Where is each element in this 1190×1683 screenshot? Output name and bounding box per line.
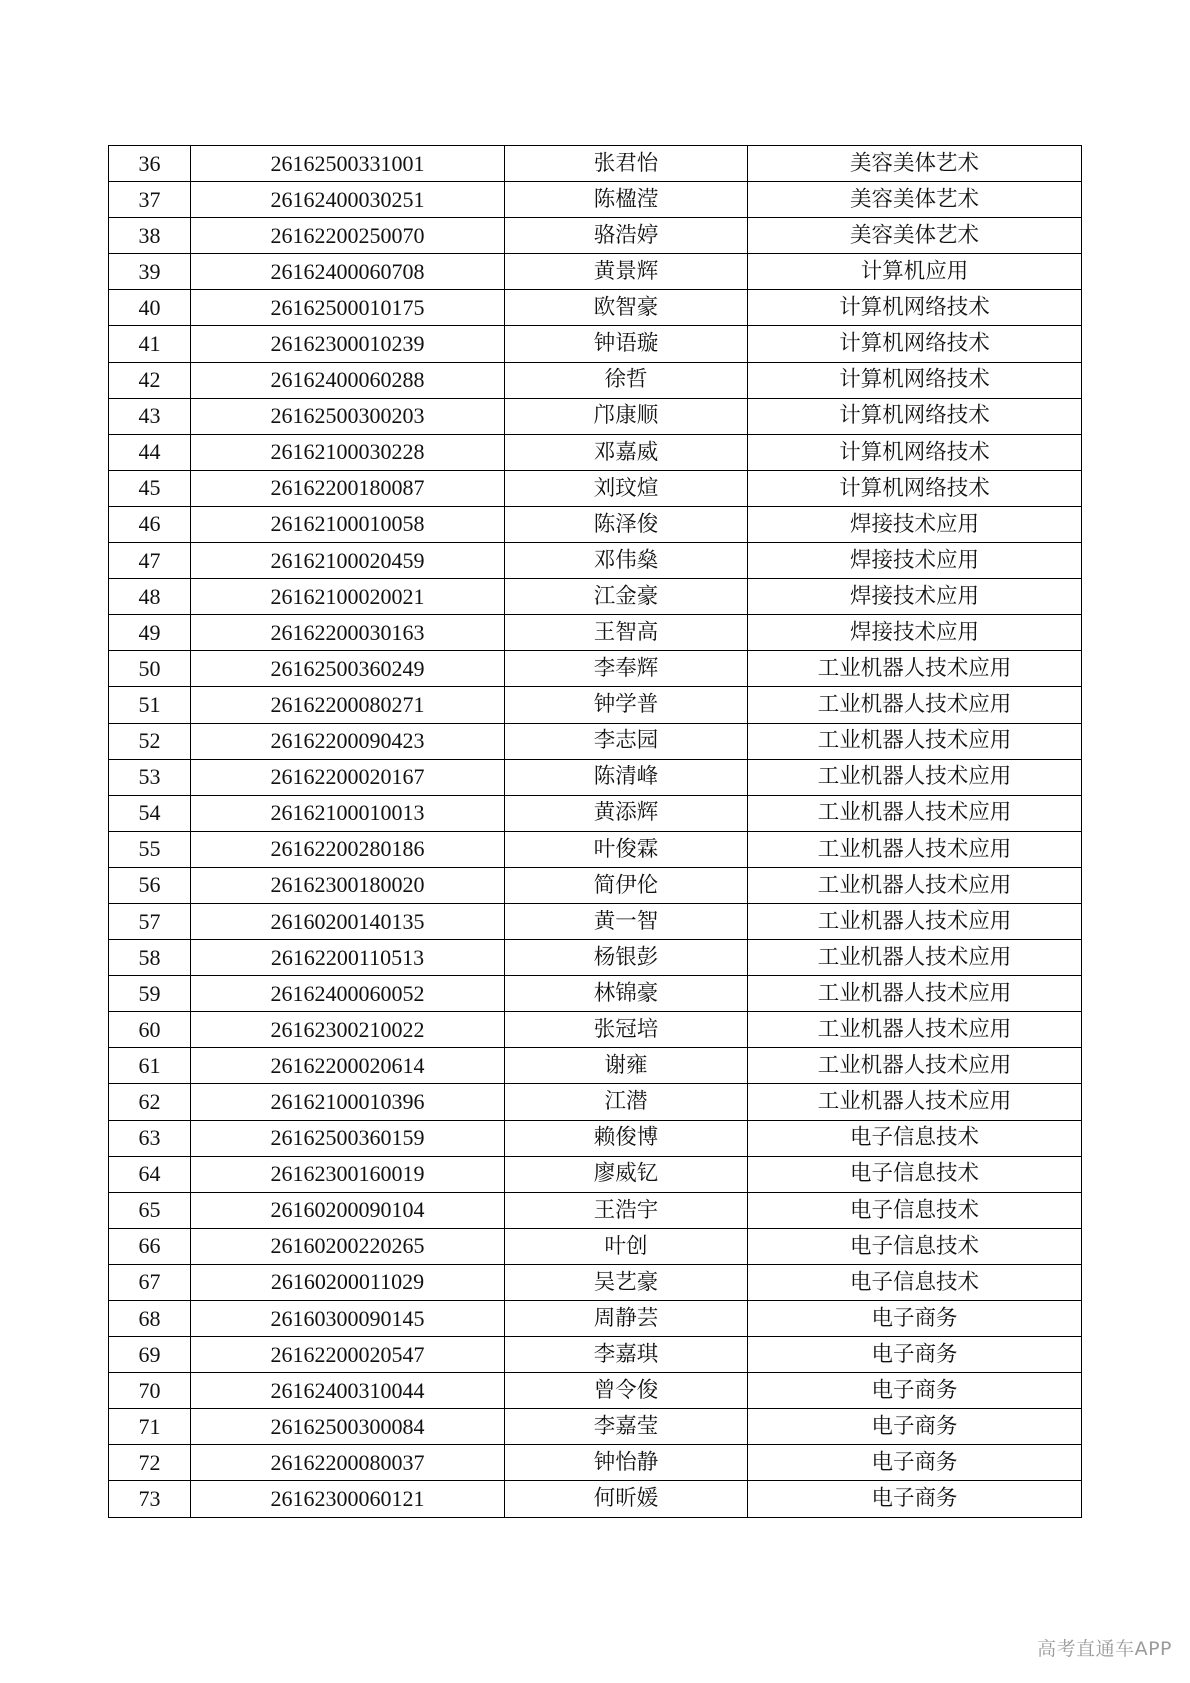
major-cell: 工业机器人技术应用	[748, 1048, 1082, 1084]
row-number-cell: 64	[109, 1156, 191, 1192]
table-row	[109, 326, 1082, 362]
row-number-cell: 47	[109, 543, 191, 579]
table-row	[109, 398, 1082, 434]
candidate-id-cell: 26162300010239	[191, 326, 505, 362]
student-name-cell: 黄景辉	[505, 254, 748, 290]
candidate-id-cell: 26162200110513	[191, 940, 505, 976]
candidate-id-cell: 26162200090423	[191, 723, 505, 759]
row-number-cell: 66	[109, 1228, 191, 1264]
candidate-id-cell: 26162500300084	[191, 1409, 505, 1445]
table-row	[109, 867, 1082, 903]
row-number-cell: 58	[109, 940, 191, 976]
student-name-cell: 钟学普	[505, 687, 748, 723]
student-name-cell: 简伊伦	[505, 867, 748, 903]
candidate-id-cell: 26162500360159	[191, 1120, 505, 1156]
candidate-id-cell: 26162500300203	[191, 398, 505, 434]
table-body	[109, 146, 1082, 1518]
major-cell: 焊接技术应用	[748, 615, 1082, 651]
table-row	[109, 940, 1082, 976]
row-number-cell: 71	[109, 1409, 191, 1445]
table-row	[109, 1337, 1082, 1373]
candidate-id-cell: 26162400030251	[191, 182, 505, 218]
candidate-id-cell: 26162200030163	[191, 615, 505, 651]
row-number-cell: 54	[109, 795, 191, 831]
major-cell: 计算机网络技术	[748, 290, 1082, 326]
candidate-id-cell: 26162200020614	[191, 1048, 505, 1084]
student-name-cell: 张君怡	[505, 146, 748, 182]
major-cell: 工业机器人技术应用	[748, 1012, 1082, 1048]
table-row	[109, 831, 1082, 867]
student-name-cell: 江潜	[505, 1084, 748, 1120]
candidate-id-cell: 26162500331001	[191, 146, 505, 182]
candidate-id-cell: 26162200250070	[191, 218, 505, 254]
row-number-cell: 42	[109, 362, 191, 398]
candidate-id-cell: 26162400310044	[191, 1373, 505, 1409]
student-name-cell: 张冠培	[505, 1012, 748, 1048]
major-cell: 电子信息技术	[748, 1156, 1082, 1192]
candidate-id-cell: 26162500360249	[191, 651, 505, 687]
student-name-cell: 谢雍	[505, 1048, 748, 1084]
major-cell: 工业机器人技术应用	[748, 651, 1082, 687]
row-number-cell: 40	[109, 290, 191, 326]
candidate-id-cell: 26162100010396	[191, 1084, 505, 1120]
row-number-cell: 62	[109, 1084, 191, 1120]
table-row	[109, 470, 1082, 506]
row-number-cell: 61	[109, 1048, 191, 1084]
major-cell: 焊接技术应用	[748, 506, 1082, 542]
major-cell: 电子信息技术	[748, 1120, 1082, 1156]
table-row	[109, 1481, 1082, 1517]
table-row	[109, 1445, 1082, 1481]
table-row	[109, 182, 1082, 218]
row-number-cell: 67	[109, 1264, 191, 1300]
major-cell: 电子商务	[748, 1409, 1082, 1445]
row-number-cell: 39	[109, 254, 191, 290]
table-row	[109, 651, 1082, 687]
student-name-cell: 邝康顺	[505, 398, 748, 434]
table-row	[109, 687, 1082, 723]
row-number-cell: 52	[109, 723, 191, 759]
candidate-id-cell: 26162100010013	[191, 795, 505, 831]
major-cell: 工业机器人技术应用	[748, 831, 1082, 867]
candidate-id-cell: 26162200080271	[191, 687, 505, 723]
student-name-cell: 徐哲	[505, 362, 748, 398]
major-cell: 工业机器人技术应用	[748, 903, 1082, 939]
candidate-id-cell: 26162200020547	[191, 1337, 505, 1373]
major-cell: 工业机器人技术应用	[748, 1084, 1082, 1120]
table-row	[109, 759, 1082, 795]
row-number-cell: 68	[109, 1301, 191, 1337]
table-row	[109, 1192, 1082, 1228]
student-name-cell: 钟怡静	[505, 1445, 748, 1481]
major-cell: 电子商务	[748, 1337, 1082, 1373]
student-name-cell: 叶创	[505, 1228, 748, 1264]
row-number-cell: 55	[109, 831, 191, 867]
candidate-id-cell: 26160200011029	[191, 1264, 505, 1300]
student-name-cell: 骆浩婷	[505, 218, 748, 254]
major-cell: 焊接技术应用	[748, 579, 1082, 615]
row-number-cell: 36	[109, 146, 191, 182]
candidate-id-cell: 26162200020167	[191, 759, 505, 795]
student-name-cell: 李志园	[505, 723, 748, 759]
row-number-cell: 45	[109, 470, 191, 506]
row-number-cell: 69	[109, 1337, 191, 1373]
student-name-cell: 邓嘉威	[505, 434, 748, 470]
student-name-cell: 王智高	[505, 615, 748, 651]
table-row	[109, 1084, 1082, 1120]
student-name-cell: 吴艺豪	[505, 1264, 748, 1300]
student-name-cell: 叶俊霖	[505, 831, 748, 867]
student-name-cell: 李奉辉	[505, 651, 748, 687]
candidate-id-cell: 26160200090104	[191, 1192, 505, 1228]
student-name-cell: 廖威钇	[505, 1156, 748, 1192]
major-cell: 计算机网络技术	[748, 434, 1082, 470]
table-row	[109, 795, 1082, 831]
table-row	[109, 723, 1082, 759]
row-number-cell: 57	[109, 903, 191, 939]
row-number-cell: 48	[109, 579, 191, 615]
row-number-cell: 37	[109, 182, 191, 218]
major-cell: 美容美体艺术	[748, 182, 1082, 218]
candidate-id-cell: 26162100030228	[191, 434, 505, 470]
student-name-cell: 黄添辉	[505, 795, 748, 831]
candidate-id-cell: 26162300060121	[191, 1481, 505, 1517]
student-name-cell: 江金豪	[505, 579, 748, 615]
row-number-cell: 49	[109, 615, 191, 651]
major-cell: 工业机器人技术应用	[748, 867, 1082, 903]
table-row	[109, 362, 1082, 398]
major-cell: 电子商务	[748, 1481, 1082, 1517]
student-name-cell: 欧智豪	[505, 290, 748, 326]
table-row	[109, 1409, 1082, 1445]
student-name-cell: 陈清峰	[505, 759, 748, 795]
candidate-id-cell: 26162200280186	[191, 831, 505, 867]
candidate-id-cell: 26162100010058	[191, 506, 505, 542]
candidate-id-cell: 26162400060052	[191, 976, 505, 1012]
major-cell: 电子信息技术	[748, 1192, 1082, 1228]
row-number-cell: 73	[109, 1481, 191, 1517]
table-row	[109, 1264, 1082, 1300]
major-cell: 电子商务	[748, 1373, 1082, 1409]
row-number-cell: 50	[109, 651, 191, 687]
major-cell: 电子商务	[748, 1301, 1082, 1337]
major-cell: 工业机器人技术应用	[748, 795, 1082, 831]
major-cell: 电子信息技术	[748, 1264, 1082, 1300]
table-row	[109, 1048, 1082, 1084]
table-row	[109, 1156, 1082, 1192]
student-name-cell: 李嘉琪	[505, 1337, 748, 1373]
candidate-id-cell: 26162400060708	[191, 254, 505, 290]
table-row	[109, 543, 1082, 579]
watermark-text: 高考直通车APP	[1037, 1638, 1172, 1660]
major-cell: 计算机网络技术	[748, 362, 1082, 398]
student-name-cell: 邓伟燊	[505, 543, 748, 579]
student-name-cell: 钟语璇	[505, 326, 748, 362]
table-row	[109, 434, 1082, 470]
student-name-cell: 李嘉莹	[505, 1409, 748, 1445]
major-cell: 计算机网络技术	[748, 326, 1082, 362]
major-cell: 工业机器人技术应用	[748, 723, 1082, 759]
admission-list-table	[108, 145, 1082, 1518]
major-cell: 焊接技术应用	[748, 543, 1082, 579]
candidate-id-cell: 26162300180020	[191, 867, 505, 903]
table-row	[109, 976, 1082, 1012]
candidate-id-cell: 26162300210022	[191, 1012, 505, 1048]
candidate-id-cell: 26162400060288	[191, 362, 505, 398]
table-row	[109, 146, 1082, 182]
major-cell: 电子商务	[748, 1445, 1082, 1481]
student-name-cell: 周静芸	[505, 1301, 748, 1337]
candidate-id-cell: 26162200180087	[191, 470, 505, 506]
student-name-cell: 杨银彭	[505, 940, 748, 976]
table-row	[109, 615, 1082, 651]
candidate-id-cell: 26160200220265	[191, 1228, 505, 1264]
major-cell: 工业机器人技术应用	[748, 940, 1082, 976]
table-row	[109, 1012, 1082, 1048]
table-row	[109, 1301, 1082, 1337]
candidate-id-cell: 26162500010175	[191, 290, 505, 326]
row-number-cell: 70	[109, 1373, 191, 1409]
table-row	[109, 1373, 1082, 1409]
candidate-id-cell: 26162100020459	[191, 543, 505, 579]
student-name-cell: 曾令俊	[505, 1373, 748, 1409]
major-cell: 美容美体艺术	[748, 218, 1082, 254]
table-row	[109, 218, 1082, 254]
row-number-cell: 56	[109, 867, 191, 903]
table-row	[109, 1120, 1082, 1156]
row-number-cell: 53	[109, 759, 191, 795]
candidate-id-cell: 26160300090145	[191, 1301, 505, 1337]
major-cell: 工业机器人技术应用	[748, 687, 1082, 723]
student-name-cell: 刘玟煊	[505, 470, 748, 506]
row-number-cell: 65	[109, 1192, 191, 1228]
row-number-cell: 63	[109, 1120, 191, 1156]
row-number-cell: 43	[109, 398, 191, 434]
row-number-cell: 59	[109, 976, 191, 1012]
table-row	[109, 579, 1082, 615]
table-row	[109, 506, 1082, 542]
candidate-id-cell: 26162200080037	[191, 1445, 505, 1481]
candidate-id-cell: 26162100020021	[191, 579, 505, 615]
student-name-cell: 何昕媛	[505, 1481, 748, 1517]
student-name-cell: 赖俊博	[505, 1120, 748, 1156]
major-cell: 工业机器人技术应用	[748, 759, 1082, 795]
student-name-cell: 林锦豪	[505, 976, 748, 1012]
major-cell: 电子信息技术	[748, 1228, 1082, 1264]
student-name-cell: 黄一智	[505, 903, 748, 939]
major-cell: 计算机网络技术	[748, 470, 1082, 506]
table-row	[109, 254, 1082, 290]
row-number-cell: 38	[109, 218, 191, 254]
row-number-cell: 51	[109, 687, 191, 723]
candidate-id-cell: 26162300160019	[191, 1156, 505, 1192]
row-number-cell: 72	[109, 1445, 191, 1481]
student-name-cell: 王浩宇	[505, 1192, 748, 1228]
table-row	[109, 290, 1082, 326]
row-number-cell: 46	[109, 506, 191, 542]
major-cell: 美容美体艺术	[748, 146, 1082, 182]
major-cell: 计算机网络技术	[748, 398, 1082, 434]
student-name-cell: 陈楹滢	[505, 182, 748, 218]
table-row	[109, 903, 1082, 939]
table-row	[109, 1228, 1082, 1264]
row-number-cell: 60	[109, 1012, 191, 1048]
student-name-cell: 陈泽俊	[505, 506, 748, 542]
row-number-cell: 41	[109, 326, 191, 362]
major-cell: 计算机应用	[748, 254, 1082, 290]
major-cell: 工业机器人技术应用	[748, 976, 1082, 1012]
candidate-id-cell: 26160200140135	[191, 903, 505, 939]
row-number-cell: 44	[109, 434, 191, 470]
